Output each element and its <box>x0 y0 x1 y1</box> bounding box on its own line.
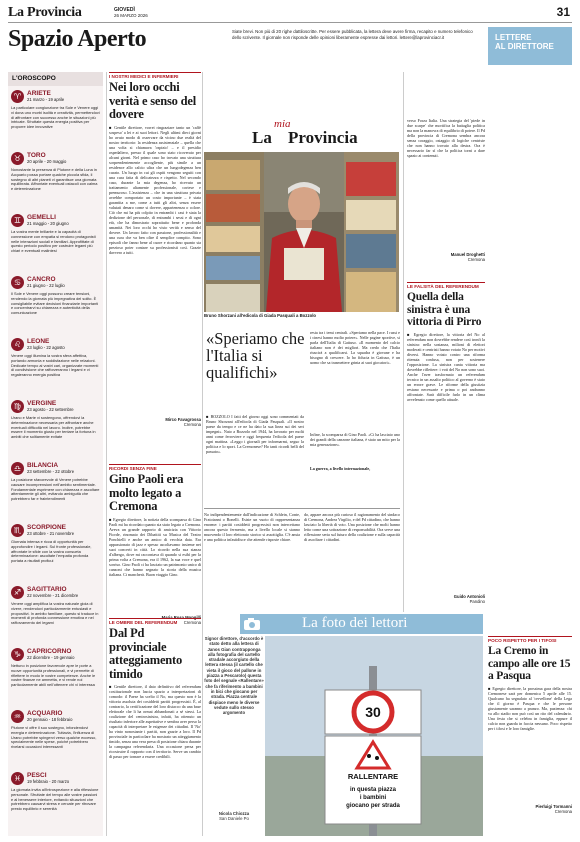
sign-line: in questa piazza <box>349 787 396 793</box>
sign-header <box>11 648 100 664</box>
sign-header <box>11 214 100 230</box>
signature-place: Cremona <box>554 808 572 814</box>
signature-place: San Daniele Po <box>219 816 249 822</box>
sign-name: BILANCIA <box>27 462 59 469</box>
signature-name: Maria Rosa Mongilli <box>161 614 201 620</box>
article-gino-paoli <box>109 464 201 625</box>
article-signature <box>109 417 201 427</box>
referendum-continued-col1: No indipendentemente dall'indicazione di Schlein, Conte, Fratoianni o Bonelli. Esiste un vuoto di rappresentanza enorme: i partiti cosiddetti progressisti non intercettano ancora questo fermento, ma a livello locale si stanno muovendo il loro elettorato storico si assottiglia. C'è ansia e una politica infastidisce che attende risposte chiare. <box>204 512 300 542</box>
sign-name: SCORPIONE <box>27 524 67 531</box>
article-headline: Gino Paoli era molto legato a Cremona <box>109 472 184 513</box>
sign-forecast: Venere oggi illumina la vostra sfera affettiva, portando armonia e soddisfazione nelle relazioni. Dedicate tempo ai vostri cari, organizzate momenti di condivisione che rafforzeranno i legami e vi regaleranno energia positiva <box>11 354 99 378</box>
article-headline: Nei loro occhi verità e senso del dovere <box>109 80 197 121</box>
letters-label-box <box>488 27 572 65</box>
sign-forecast: Giornata intensa e ricca di opportunità per approfondire i legami. Sul fronte professionale, affrontate le sfide con la vostra consueta determinazione: ascoltate l'empatia profonda portata a risultati proficui <box>11 540 92 564</box>
sign-titles <box>27 214 69 226</box>
newspaper-logo: La Provincia <box>8 5 82 20</box>
horoscope-sign <box>11 648 100 693</box>
horoscope-sign <box>11 338 100 383</box>
signature-place: Pandino <box>469 598 485 604</box>
sign-header <box>11 152 100 168</box>
signature-name: Manuel Droghetti <box>450 252 485 257</box>
page-number: 31 <box>556 5 570 19</box>
zodiac-icon: ♎ <box>11 462 24 475</box>
sign-titles <box>27 586 78 598</box>
article-body: ■ Egregio direttore, la vittoria del No al referendum non dovrebbe rendere così tronfi la sinistra: nella sostanza, milioni di elettori moderati e centristi hanno votato No per motivi diversi. Hanno votato contro una riforma ritenuta confusa, non per sostenere l'opposizione. La sinistra canta vittoria ma dovrebbe riflettere: i voti del No non sono suoi. Anche l'aver trasformato un referendum tecnico in un assalto politico al governo è stato un errore grave. Le riforme della giustizia restano necessarie e prima o poi andranno affrontate. Sarà difficile farlo in un clima avvelenato come quello attuale. <box>407 331 485 402</box>
speed-limit-number: 30 <box>365 704 381 720</box>
zodiac-icon: ♋ <box>11 276 24 289</box>
article-medici <box>109 72 201 427</box>
column-divider <box>106 72 107 836</box>
signature-name: Pierluigi Tormanni <box>535 803 572 809</box>
sign-line: i bambini <box>359 795 387 801</box>
sign-text <box>325 786 421 810</box>
signature-place: Cremona <box>467 257 485 262</box>
sign-titles <box>27 710 72 722</box>
article-rubric: POCO RISPETTO PER I TIFOSI <box>488 638 557 643</box>
signature-name: Guido Antonioli <box>453 593 485 599</box>
horoscope-sign <box>11 772 100 817</box>
horoscope-title: L'OROSCOPO <box>8 72 103 86</box>
zodiac-icon: ♌ <box>11 338 24 351</box>
sign-header <box>11 462 100 478</box>
sign-titles <box>27 772 69 784</box>
sign-titles <box>27 400 74 412</box>
sign-name: CANCRO <box>27 276 56 283</box>
interview-quote: «Speriamo che l'Italia si qualifichi» <box>206 329 305 382</box>
horoscope-sign <box>11 586 100 631</box>
readers-photo-letter <box>204 636 264 836</box>
column-divider <box>202 72 203 836</box>
header-divider <box>8 22 572 23</box>
sign-forecast: La giornata invita all'introspezione e alla riflessione personale. Sfruttate del tempo alle vostre passioni e al benessere interiore, evitando situazioni che potrebbero causarvi stress e cercate per ritrovare presto equilibrio e serenità <box>11 788 99 812</box>
sign-forecast: La posizione sfavorevole di Venere potrebbe causare incomprensioni nell'ambito sentimentale. Fondamentale esprimere con chiarezza e ascoltare attentamente gli altri, evitando ambiguità che potrebbero far e fraintendimenti <box>11 478 100 502</box>
article-rubric: RICORDI SENZA FINE <box>109 466 157 471</box>
section-title: Spazio Aperto <box>8 26 147 52</box>
sign-forecast: La vostra mente brillante e la capacità di connessione con empatia si rendono protagonisti nelle interazioni sociali e familiari. Approfittate di questo periodo positivo per costruire legami più chiari e eventuali malintesi <box>11 230 96 254</box>
article-cremo-pasqua <box>488 636 572 814</box>
sign-header <box>11 524 100 540</box>
article-body: ■ Egregio direttore, la prossima gara della nostra Cremonese sarà per domenica 5 aprile alle 15. Qualcuno ha segnalato al 'cervellone' della Lega che il giorno è Pasqua e che le persone giustamente saranno a pranzo. Ma, pazienza: chi va allo stadio non può così un rito del calendario. Una festa che si celebra in famiglia, eppure il calcio non guarda in faccia nessuno. Poco rispetto per i tifosi e le loro famiglie. <box>488 685 572 731</box>
edicola-photo-svg <box>204 152 399 312</box>
sign-header <box>11 400 100 416</box>
article-vittoria-pirro <box>407 282 485 604</box>
sign-forecast: Plutone vi offre il suo sostegno, infondendovi energia e determinazione. Tuttavia, l'influenza di Urano potrebbe spingervi verso qualche eccesso, specialmente nelle spese, poiché potrebbero rivelarsi occasioni interessanti <box>11 726 97 750</box>
horoscope-sign <box>11 90 100 135</box>
horoscope-sign <box>11 462 100 507</box>
sign-forecast: Il Sole e Venere oggi possono creare tensioni, rendendo la giornata più impegnativa del solito. È consigliabile evitare decisioni finanziarie importanti e concentrarvi su chiarezza e autenticità della comunicazione <box>11 292 99 316</box>
readers-photo-title: La foto dei lettori <box>264 614 483 634</box>
horoscope-sign <box>11 400 100 445</box>
sign-forecast: Urano e Marte vi sostengono, offrendovi la determinazione necessaria per affrontare anche eventuali difficoltà nel lavoro. Inoltre, potrebbe essere il momento giusto per tentare la fortuna in ambiti che solitamente evitate <box>11 416 96 440</box>
sign-dates: 20 gennaio - 18 febbraio <box>27 717 73 722</box>
logo-la: La <box>252 128 272 147</box>
interview-body-col2b: Infine, la scomparsa di Gino Paoli. «Ci ha lasciato uno dei grandi della canzone italiana, è stato un mito per la mia generazione». <box>310 432 400 447</box>
horoscope-sign <box>11 214 100 259</box>
logo-mia: mia <box>274 118 291 130</box>
signature-place: Cremona <box>183 421 201 427</box>
sign-dates: 20 aprile - 20 maggio <box>27 159 67 164</box>
horoscope-sign <box>11 276 100 321</box>
zodiac-icon: ♑ <box>11 648 24 661</box>
horoscope-sign <box>11 524 100 569</box>
sign-dates: 19 febbraio - 20 marzo <box>27 779 70 784</box>
sign-name: PESCI <box>27 772 47 779</box>
signature-name: Nicola Chiozza <box>218 811 250 816</box>
letters-label-line2: AL DIRETTORE <box>495 42 554 51</box>
sign-name: GEMELLI <box>27 214 56 221</box>
zodiac-icon: ♈ <box>11 90 24 103</box>
readers-photo <box>265 636 483 836</box>
sign-name: VERGINE <box>27 400 57 407</box>
issue-day: GIOVEDÌ <box>114 7 135 13</box>
sign-dates: 21 marzo - 19 aprile <box>27 97 65 102</box>
zodiac-icon: ♒ <box>11 710 24 723</box>
signature-place: Cremona <box>183 619 201 625</box>
article-body: ■ Gentile direttore, il dato definitivo del referendum costituzionale non lascia spazio a interpretazioni di comodo: il Paese ha scelto il No, ma questo non è la vittoria assoluta dei cosiddetti partiti progressisti. È, al contrario, la certificazione del loro distacco da una base elettorale che li ha ormai abbandonati a sé stessi. La coalizione del centrosinistra, infatti, ha ottenuto un risultato inferiore alle aspettative e sembra aver perso la capacità di interpretare le esigenze dei cittadini. Il 'No' ha vinto nonostante i partiti, non grazie a loro. Il Pd provinciale in particolare ha mostrato un atteggiamento timido, senza una vera presa di posizione chiara durante la campagna referendaria. Una occasione persa per ricostruire il rapporto con il territorio. Serve un cambio di passo per tornare a essere credibili. <box>109 684 201 759</box>
sign-dates: 23 agosto - 22 settembre <box>27 407 74 412</box>
zodiac-icon: ♊ <box>11 214 24 227</box>
signature-name: Mirco Favagrossa <box>165 416 201 422</box>
sign-dates: 21 maggio - 20 giugno <box>27 221 69 226</box>
zodiac-icon: ♉ <box>11 152 24 165</box>
zodiac-icon: ♍ <box>11 400 24 413</box>
interview-body-col2c: La guerra, a livello internazionale, <box>310 466 371 471</box>
sign-name: ACQUARIO <box>27 710 63 717</box>
issue-date: 26 MARZO 2026 <box>114 13 148 18</box>
sign-titles <box>27 462 74 474</box>
interview-body-col2: resta tra i temi centrali. «Speriamo nella pace. I russi e i cinesi hanno molto potere». Nelle pagine sportive, si parla dell'Italia di Gattuso. «Il momento del calcio italiano non è dei migliori. Ma credo che l'Italia riuscirà a qualificarsi. La squadra è giovane e ha bisogno di crescere. Io ho fiducia in Gattuso, è un uomo che sa trasmettere grinta ai suoi giocatori». <box>310 330 400 365</box>
sign-titles <box>27 648 75 660</box>
sign-dates: 22 dicembre - 19 gennaio <box>27 655 75 660</box>
horoscope-sign <box>11 152 100 197</box>
sign-forecast: La particolare congiunzione tra Sole e Venere oggi vi dona uno morbi isolità e creatività, permettendovi di affrontare con successo anche le situazioni più intricate. Sfruttate questa energia positiva per proporre idee innovative <box>11 106 100 130</box>
sign-titles <box>27 152 66 164</box>
sign-dates: 22 novembre - 21 dicembre <box>27 593 79 598</box>
sign-word: RALLENTARE <box>347 772 399 781</box>
sign-dates: 23 ottobre - 21 novembre <box>27 531 75 536</box>
sign-titles <box>27 524 74 536</box>
sign-titles <box>27 338 65 350</box>
sign-titles <box>27 276 65 288</box>
zodiac-icon: ♐ <box>11 586 24 599</box>
mia-provincia-logo <box>252 118 372 148</box>
photo-caption: Bruno Shorzani all'edicola di Giada Pasquali a Bozzolo <box>204 313 317 318</box>
sign-forecast: Nonostante la presenza di Plutone e della Luna in Acquario possa portare qualche piccola sfida, il sostegno di altri pianeti vi garantisce una giornata equilibrata. Affrontate eventuali ostacoli con calma e determinazione <box>11 168 98 192</box>
article-signature <box>407 252 485 262</box>
article-signature <box>488 804 572 814</box>
sign-name: TORO <box>27 152 46 159</box>
sign-dates: 23 settembre - 22 ottobre <box>27 469 75 474</box>
article-body: ■ Egregio direttore, la notizia della scomparsa di Gino Paoli mi ha ricordato quanto sia stato legato a Cremona. Aveva un grande rapporto di amicizia con Vittorio Fiorde, rinomato dei Dibattiti su Musica del Teatro Ponchielli e anche un amico di vecchia data. Era appassionato di jazz e spesso ascoltavamo insieme nei suoi concerti in città. Lo ricordo nella sua stanza d'albergo, dove mi raccontava di quando si esibì per la prima volta a Cremona, era il 1962, la sua voce e quel sorriso. Gino Paoli ci ha lasciato un patrimonio unico di canzoni che hanno segnato la storia della musica italiana. Ci mancherà. Buon viaggio Gino. <box>109 516 201 577</box>
interview-photo <box>204 152 399 312</box>
sign-name: ARIETE <box>27 90 51 97</box>
sign-name: SAGITTARIO <box>27 586 67 593</box>
article-rubric: LE OMBRE DEL REFERENDUM <box>109 620 178 625</box>
horoscope-sign <box>11 710 100 755</box>
referendum-continued-col2: do, appare ancora più curioso il ragionamento del sindaco di Cremona, Andrea Virgilio, e del Pd cittadino, che hanno lasciato la libertà di voto. Una posizione che molti hanno letto come una sottrazione di responsabilità. Ora serve una riflessione seria sul futuro della coalizione e sulla capacità di ascoltare i cittadini. <box>304 512 400 542</box>
sign-forecast: Nettuno in posizione favorevole apre le porte a nuove opportunità professionali, e vi permette di riflettere in modo le vostre competenze. Anche le vostre finanze ne ammetta, e vi rende noi particolarmente abili nell'ottenere chi vi interessa <box>11 664 96 688</box>
sign-titles <box>27 90 64 102</box>
zodiac-icon: ♏ <box>11 524 24 537</box>
column-divider <box>403 72 404 612</box>
sign-forecast: Venere oggi amplifica la vostra naturale gioia di vivere, rendendovi particolarmente entusiasti e propositivi. In ambito familiare, questo si traduce in momenti di profonda connessione emotiva e nel rafforzamento dei legami <box>11 602 99 626</box>
sign-header <box>11 586 100 602</box>
pd-letter-continued <box>407 118 485 262</box>
section-intro: Siate brevi. Non più di 20 righe dattiloscritte. Per essere pubblicata, la lettera deve avere firma, recapito e numero telefonico dello scrivente. Il giornale non risponde delle opinioni liberamente espresse dai lettori. lettere@laprovinciacr.it <box>232 29 473 40</box>
letters-label-line1: LETTERE <box>495 33 532 42</box>
article-rubric: LE FALSITÀ DEL REFERENDUM <box>407 284 479 289</box>
sign-dates: 23 luglio - 22 agosto <box>27 345 65 350</box>
sign-header <box>11 276 100 292</box>
sign-line: giocano per strada <box>346 803 400 809</box>
interview-divider <box>204 508 400 509</box>
horoscope-column <box>8 72 103 836</box>
article-signature <box>407 594 485 604</box>
sign-dates: 21 giugno - 22 luglio <box>27 283 65 288</box>
camera-icon <box>240 614 264 634</box>
article-referendum-pd <box>109 618 201 842</box>
article-body: ■ Gentile direttore, vorrei ringraziare tanto un 'caffè sospeso' a lei e ai suoi lettori. Negli ultimi dieci giorni ho avuto modo di osservare da vicino due realtà del nostro territorio: la residenza assistenziale – quella che una volta si chiamava 'ospizio' – e il presidio ospedaliero, presso il quale sono stato ricoverato per alcuni giorni. Nel primo caso ho trovato una struttura sorprendentemente accogliente, più simile a un residence allo calcio ultra che un lungodegenza ben curato. Un luogo in cui gli ospiti vengono seguiti con una cura fatta di delicatezza e rispetto. Nel secondo caso, durante la mia degenza, ho ricevuto un trattamento altamente professionale, cortese e premuroso. L'assistenza – che in una struttura privata avrebbe comportato un costo importante – è stata garantita a me, come a tutti gli altri, senza essere valutati denaro come si dovere, appartenenza o colore. Ciò che mi ha più colpito in entrambi i casi è stata la dedizione del personale, di entrambi i sessi e di ogni età, che ha dimostrato soprattutto bene e profonda umanità. Nei loro occhi ho visto verità e senso del dovere. Un lavoro fatto con passione, professionalità e una cura che va ben oltre il semplice compito. Sono episodi che fanno bene al cuore e ricordano quanto sia prezioso poter contare su professionisti così. Grazie davvero a tutti. <box>109 124 201 255</box>
zodiac-icon: ♓ <box>11 772 24 785</box>
sign-header <box>11 710 100 726</box>
logo-provincia: Provincia <box>288 128 358 147</box>
sign-header <box>11 772 100 788</box>
article-headline: La Cremo in campo alle ore 15 a Pasqua <box>488 645 571 682</box>
article-body: verso Forza Italia. Una strategia del 'piede in due scarpe' che mortifica la battaglia politica ma non la manovra di equilibrio di potere. Il Pd della provincia di Cremona sembra ancora senza coraggio, ostaggio di logiche centriste che non hanno trovato alla destra. Ora è necessario far sì che la politica torni a dare spazio ai contenuti. <box>407 118 485 158</box>
sign-name: LEONE <box>27 338 50 345</box>
sign-header <box>11 338 100 354</box>
article-headline: Quella della sinistra è una vittoria di Pirro <box>407 291 482 328</box>
sign-header <box>11 90 100 106</box>
readers-photo-text: Signor direttore, d'accordo è stato detto alla lettera di Janos Gian contrapponga alla fotografia del cartello stradale accorgiuto della lettera stessa (il cartello che vieta il gioco del pallone in piazza a Pescarolo) questa foto del segnale «Rallentare» che fa riferimento a bambini in bici che giocano per strada. Piazza centrale dispiace meno le diverse vedute sullo stesso argomento <box>204 636 264 716</box>
interview-body-col1: ■ BOZZOLO I fatti del giorno oggi sono commentati da Bruno Shorzani all'edicola di Giada Pasquali. «Il nostro paese da tempo e ce ne ha dato la sua linea sui dei seri impegni». Nato a Bozzolo nel 1944, ha lavorato per molti anni come ferroviere e oggi frequenta l'edicola del paese ogni mattina. «Leggo i giornali per informarmi, seguo la politica e lo sport. La Cremonese? Ho tanti ricordi belli del passato». <box>206 414 304 454</box>
article-rubric: I NOSTRI MEDICI E INFERMIERI <box>109 74 179 79</box>
article-headline: Dal Pd provinciale atteggiamento timido <box>109 626 183 681</box>
sign-name: CAPRICORNO <box>27 648 72 655</box>
